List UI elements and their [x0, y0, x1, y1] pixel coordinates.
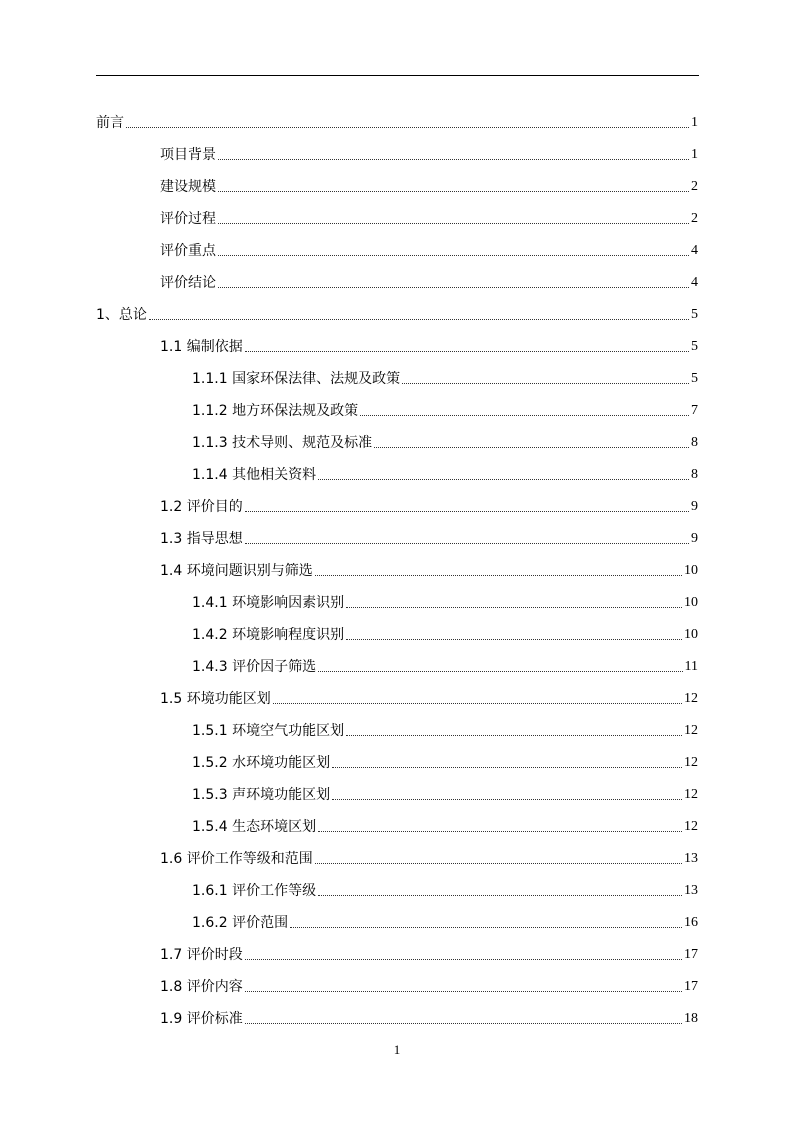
- toc-entry[interactable]: [160, 678, 698, 708]
- toc-dot-leader: [245, 543, 689, 544]
- toc-entry[interactable]: [160, 262, 698, 292]
- toc-entry[interactable]: [192, 582, 698, 612]
- toc-entry-label: 1.9 评价标准: [160, 1011, 243, 1027]
- toc-entry-label: 1.5.4 生态环境区划: [192, 819, 317, 835]
- toc-entry[interactable]: [160, 134, 698, 164]
- toc-entry[interactable]: [160, 518, 698, 548]
- toc-entry-page: 12: [684, 787, 698, 802]
- toc-entry-label: 1.1.1 国家环保法律、法规及政策: [192, 371, 401, 387]
- toc-entry-page: 12: [684, 691, 698, 706]
- toc-entry-page: 5: [691, 307, 698, 322]
- toc-dot-leader: [315, 575, 682, 576]
- toc-entry-label: 1.4.2 环境影响程度识别: [192, 627, 345, 643]
- toc-entry[interactable]: [160, 326, 698, 356]
- toc-entry-label: 1.7 评价时段: [160, 947, 243, 963]
- toc-entry-label: 1.1.2 地方环保法规及政策: [192, 403, 359, 419]
- toc-entry-page: 8: [691, 467, 698, 482]
- toc-dot-leader: [218, 287, 689, 288]
- page-number: 1: [393, 1042, 401, 1057]
- toc-entry-label: 前言: [96, 115, 124, 131]
- toc-entry[interactable]: [160, 934, 698, 964]
- toc-dot-leader: [346, 607, 682, 608]
- toc-dot-leader: [218, 223, 689, 224]
- toc-entry-page: 1: [691, 115, 698, 130]
- toc-dot-leader: [218, 191, 689, 192]
- toc-entry[interactable]: [192, 454, 698, 484]
- toc-entry-label: 1.5.1 环境空气功能区划: [192, 723, 345, 739]
- toc-entry-label: 1.3 指导思想: [160, 531, 243, 547]
- toc-entry-page: 18: [684, 1011, 698, 1026]
- toc-entry-label: 评价结论: [160, 275, 216, 291]
- toc-entry[interactable]: [160, 166, 698, 196]
- toc-dot-leader: [126, 127, 689, 128]
- toc-entry-page: 4: [691, 243, 698, 258]
- toc-entry-page: 13: [684, 883, 698, 898]
- toc-entry[interactable]: [96, 102, 698, 132]
- toc-entry-page: 16: [684, 915, 698, 930]
- toc-entry[interactable]: [96, 294, 698, 324]
- toc-entry-page: 10: [684, 563, 698, 578]
- toc-entry-page: 9: [691, 499, 698, 514]
- toc-entry-page: 2: [691, 179, 698, 194]
- toc-entry-label: 1.1 编制依据: [160, 339, 243, 355]
- toc-entry-label: 1.4 环境问题识别与筛选: [160, 563, 313, 579]
- toc-entry-label: 项目背景: [160, 147, 216, 163]
- toc-entry[interactable]: [160, 838, 698, 868]
- toc-entry-page: 12: [684, 755, 698, 770]
- toc-entry-label: 1.5 环境功能区划: [160, 691, 271, 707]
- toc-dot-leader: [149, 319, 689, 320]
- toc-dot-leader: [218, 255, 689, 256]
- toc-dot-leader: [218, 159, 689, 160]
- toc-entry-page: 5: [691, 339, 698, 354]
- toc-entry[interactable]: [192, 742, 698, 772]
- toc-entry-page: 9: [691, 531, 698, 546]
- toc-entry-label: 建设规模: [160, 179, 216, 195]
- toc-entry-page: 12: [684, 723, 698, 738]
- toc-entry[interactable]: [160, 998, 698, 1028]
- toc-entry-page: 13: [684, 851, 698, 866]
- toc-dot-leader: [245, 959, 682, 960]
- toc-entry[interactable]: [192, 358, 698, 388]
- toc-entry-page: 1: [691, 147, 698, 162]
- toc-entry-page: 12: [684, 819, 698, 834]
- toc-dot-leader: [318, 479, 689, 480]
- toc-entry[interactable]: [160, 198, 698, 228]
- toc-entry-label: 1.1.3 技术导则、规范及标准: [192, 435, 373, 451]
- toc-entry[interactable]: [192, 390, 698, 420]
- toc-entry-page: 10: [684, 595, 698, 610]
- toc-entry-label: 1.6 评价工作等级和范围: [160, 851, 313, 867]
- toc-entry-label: 1.6.1 评价工作等级: [192, 883, 317, 899]
- toc-dot-leader: [360, 415, 689, 416]
- toc-dot-leader: [273, 703, 682, 704]
- toc-entry-label: 1、总论: [96, 307, 147, 323]
- toc-entry[interactable]: [192, 710, 698, 740]
- toc-entry[interactable]: [192, 614, 698, 644]
- toc-dot-leader: [245, 1023, 682, 1024]
- toc-entry-label: 1.5.3 声环境功能区划: [192, 787, 331, 803]
- toc-dot-leader: [318, 671, 682, 672]
- toc-entry-label: 1.4.1 环境影响因素识别: [192, 595, 345, 611]
- toc-dot-leader: [290, 927, 682, 928]
- toc-dot-leader: [346, 639, 682, 640]
- toc-entry[interactable]: [192, 870, 698, 900]
- toc-entry-page: 17: [684, 947, 698, 962]
- toc-dot-leader: [245, 991, 682, 992]
- toc-entry[interactable]: [192, 902, 698, 932]
- toc-entry-page: 5: [691, 371, 698, 386]
- toc-dot-leader: [315, 863, 682, 864]
- toc-dot-leader: [374, 447, 689, 448]
- toc-entry-label: 1.2 评价目的: [160, 499, 243, 515]
- toc-entry-page: 8: [691, 435, 698, 450]
- toc-dot-leader: [318, 895, 682, 896]
- toc-entry[interactable]: [192, 806, 698, 836]
- toc-entry[interactable]: [192, 646, 698, 676]
- toc-dot-leader: [245, 511, 689, 512]
- toc-entry-page: 4: [691, 275, 698, 290]
- toc-entry-page: 11: [684, 659, 698, 674]
- toc-entry[interactable]: [192, 774, 698, 804]
- toc-entry[interactable]: [192, 422, 698, 452]
- toc-entry-page: 10: [684, 627, 698, 642]
- toc-entry[interactable]: [160, 550, 698, 580]
- toc-dot-leader: [332, 799, 682, 800]
- toc-entry[interactable]: [160, 486, 698, 516]
- toc-entry-label: 评价过程: [160, 211, 216, 227]
- toc-dot-leader: [346, 735, 682, 736]
- toc-entry-page: 7: [691, 403, 698, 418]
- toc-entry[interactable]: [160, 966, 698, 996]
- toc-entry-label: 评价重点: [160, 243, 216, 259]
- toc-entry-page: 2: [691, 211, 698, 226]
- toc-dot-leader: [245, 351, 689, 352]
- toc-entry-page: 17: [684, 979, 698, 994]
- toc-entry[interactable]: [160, 230, 698, 260]
- header-rule: [96, 75, 699, 76]
- toc-entry-label: 1.6.2 评价范围: [192, 915, 289, 931]
- toc-entry-label: 1.4.3 评价因子筛选: [192, 659, 317, 675]
- toc-entry-label: 1.5.2 水环境功能区划: [192, 755, 331, 771]
- toc-entry-label: 1.1.4 其他相关资料: [192, 467, 317, 483]
- toc-entry-label: 1.8 评价内容: [160, 979, 243, 995]
- toc-dot-leader: [402, 383, 689, 384]
- toc-dot-leader: [332, 767, 682, 768]
- toc-dot-leader: [318, 831, 682, 832]
